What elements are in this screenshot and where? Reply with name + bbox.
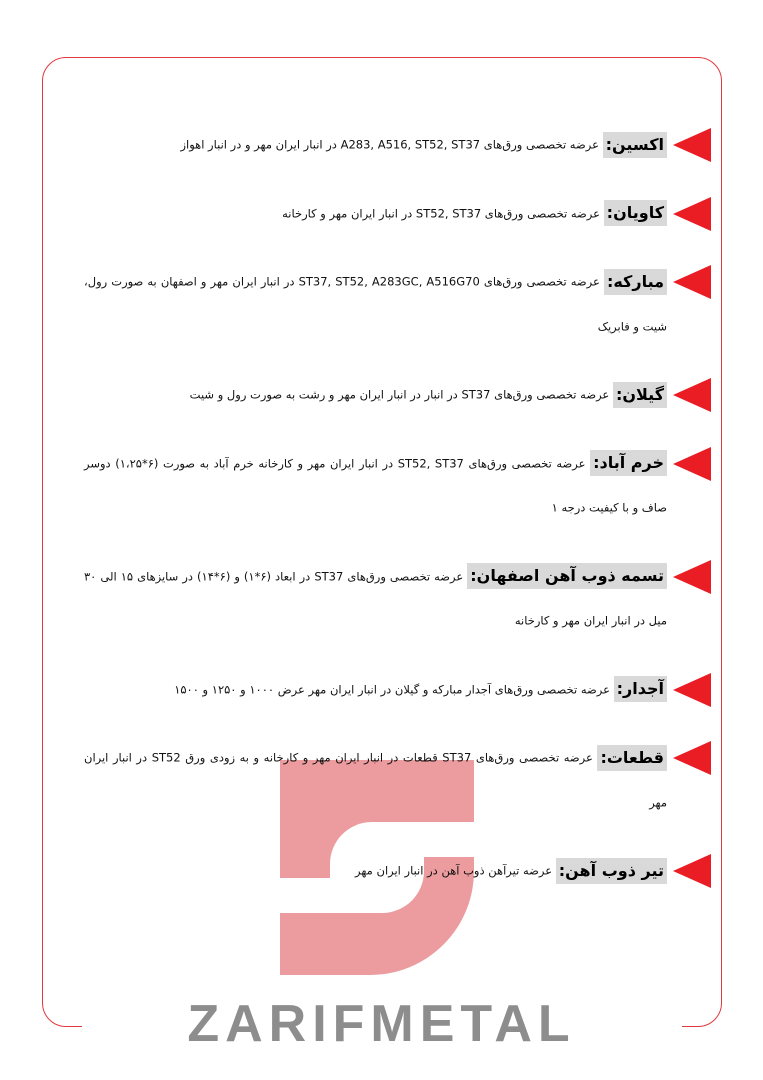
entry-description: عرضه تیرآهن ذوب آهن در انبار ایران مهر bbox=[355, 863, 553, 878]
entry-keyword: آجدار: bbox=[614, 676, 667, 702]
entry-tasmeh-zob-ahan bbox=[84, 554, 711, 643]
entry-description: عرضه تخصصی ورق‌های ST52, ST37 در انبار ایران مهر و کارخانه خرم آباد به صورت (۶*۱،۲۵) دوسر صاف و با کیفیت درجه ۱ bbox=[84, 456, 667, 515]
entry-acsin bbox=[84, 122, 711, 167]
entry-tir-zob-ahan bbox=[84, 848, 711, 893]
arrow-icon bbox=[673, 265, 711, 299]
entry-keyword: قطعات: bbox=[597, 745, 667, 771]
arrow-icon bbox=[673, 378, 711, 412]
arrow-icon bbox=[673, 197, 711, 231]
entry-ghataat bbox=[84, 735, 711, 824]
arrow-icon bbox=[673, 560, 711, 594]
entry-keyword: کاویان: bbox=[604, 200, 667, 226]
arrow-icon bbox=[673, 128, 711, 162]
entry-gilan bbox=[84, 372, 711, 417]
brand-name: ZARIFMETAL bbox=[187, 995, 576, 1053]
entry-description: عرضه تخصصی ورق‌های ST37 در انبار در انبار ایران مهر و رشت به صورت رول و شیت bbox=[189, 387, 610, 402]
entry-kavian bbox=[84, 191, 711, 236]
arrow-icon bbox=[673, 854, 711, 888]
entry-keyword: تیر ذوب آهن: bbox=[556, 858, 667, 884]
entry-description: عرضه تخصصی ورق‌های ST37, ST52, A283GC, A516G70 در انبار ایران مهر و اصفهان به صورت رول، شیت و فابریک bbox=[84, 274, 667, 333]
entry-khorramabad bbox=[84, 441, 711, 530]
entry-keyword: گیلان: bbox=[613, 382, 667, 408]
entry-description: عرضه تخصصی ورق‌های ST37 در ابعاد (۶*۱) و (۶*۱۴) در سایزهای ۱۵ الی ۳۰ میل در انبار ایران مهر و کارخانه bbox=[84, 569, 667, 628]
entry-description: عرضه تخصصی ورق‌های ST37 قطعات در انبار ایران مهر و کارخانه و به زودی ورق ST52 در انبار ایران مهر bbox=[84, 750, 667, 809]
entry-ajdar bbox=[84, 667, 711, 712]
entry-mobarakeh bbox=[84, 259, 711, 348]
entry-description: عرضه تخصصی ورق‌های آجدار مبارکه و گیلان در انبار ایران مهر عرض ۱۰۰۰ و ۱۲۵۰ و ۱۵۰۰ bbox=[174, 682, 610, 696]
arrow-icon bbox=[673, 447, 711, 481]
entry-keyword: خرم آباد: bbox=[590, 450, 667, 476]
entry-keyword: مبارکه: bbox=[604, 269, 667, 295]
entry-keyword: تسمه ذوب آهن اصفهان: bbox=[467, 563, 667, 589]
entry-keyword: اکسین: bbox=[603, 132, 667, 158]
arrow-icon bbox=[673, 673, 711, 707]
entry-list bbox=[84, 122, 711, 917]
entry-description: عرضه تخصصی ورق‌های A283, A516, ST52, ST37 در انبار ایران مهر و در انبار اهواز bbox=[180, 137, 599, 152]
arrow-icon bbox=[673, 741, 711, 775]
entry-description: عرضه تخصصی ورق‌های ST52, ST37 در انبار ایران مهر و کارخانه bbox=[282, 206, 601, 220]
